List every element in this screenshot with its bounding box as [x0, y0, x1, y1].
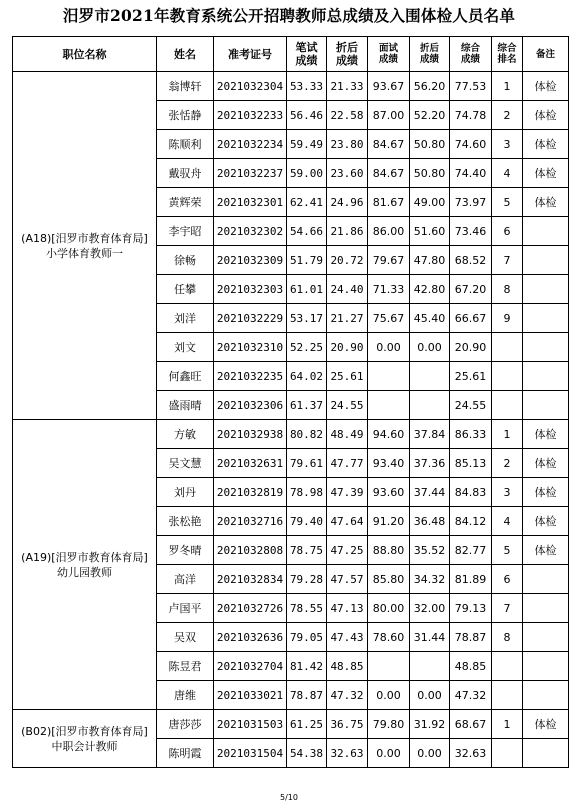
cell-total: 47.32	[450, 681, 492, 710]
cell-rank: 7	[492, 594, 523, 623]
position-cell	[13, 710, 157, 768]
cell-written-conv: 22.58	[327, 101, 368, 130]
cell-total: 77.53	[450, 72, 492, 101]
cell-rank: 1	[492, 710, 523, 739]
cell-written: 64.02	[287, 362, 327, 391]
header-note: 备注	[523, 37, 569, 72]
cell-written-conv: 25.61	[327, 362, 368, 391]
results-table	[12, 36, 569, 768]
cell-zkz: 2021032631	[214, 449, 287, 478]
cell-written-conv: 47.64	[327, 507, 368, 536]
cell-zkz: 2021032310	[214, 333, 287, 362]
cell-written-conv: 48.49	[327, 420, 368, 449]
cell-interview-conv: 50.80	[410, 130, 450, 159]
header-written: 笔试 成绩	[287, 37, 327, 72]
cell-written: 61.25	[287, 710, 327, 739]
cell-rank	[492, 681, 523, 710]
cell-rank: 9	[492, 304, 523, 333]
cell-total: 84.83	[450, 478, 492, 507]
cell-note: 体检	[523, 188, 569, 217]
table-row	[13, 710, 569, 739]
cell-written-conv: 21.27	[327, 304, 368, 333]
cell-zkz: 2021033021	[214, 681, 287, 710]
cell-interview: 80.00	[368, 594, 410, 623]
cell-name: 刘文	[157, 333, 214, 362]
header-written-conv: 折后 成绩	[327, 37, 368, 72]
cell-written: 54.66	[287, 217, 327, 246]
cell-written: 81.42	[287, 652, 327, 681]
cell-name: 徐畅	[157, 246, 214, 275]
cell-rank: 6	[492, 565, 523, 594]
cell-zkz: 2021032235	[214, 362, 287, 391]
cell-name: 翁博轩	[157, 72, 214, 101]
cell-zkz: 2021032834	[214, 565, 287, 594]
cell-interview-conv: 34.32	[410, 565, 450, 594]
cell-total: 74.60	[450, 130, 492, 159]
cell-name: 唐维	[157, 681, 214, 710]
header-position: 职位名称	[13, 37, 157, 72]
cell-interview-conv: 50.80	[410, 159, 450, 188]
cell-written-conv: 47.13	[327, 594, 368, 623]
cell-name: 黄辉荣	[157, 188, 214, 217]
cell-interview: 0.00	[368, 681, 410, 710]
cell-rank: 6	[492, 217, 523, 246]
cell-note: 体检	[523, 130, 569, 159]
cell-interview: 93.40	[368, 449, 410, 478]
cell-interview: 79.67	[368, 246, 410, 275]
cell-name: 陈明霞	[157, 739, 214, 768]
header-row	[13, 37, 569, 72]
cell-zkz: 2021032229	[214, 304, 287, 333]
cell-note	[523, 594, 569, 623]
cell-rank: 2	[492, 449, 523, 478]
cell-total: 84.12	[450, 507, 492, 536]
cell-interview-conv: 37.84	[410, 420, 450, 449]
cell-interview	[368, 652, 410, 681]
cell-rank: 3	[492, 478, 523, 507]
cell-name: 吴双	[157, 623, 214, 652]
cell-name: 张松艳	[157, 507, 214, 536]
cell-written-conv: 21.33	[327, 72, 368, 101]
cell-interview-conv: 35.52	[410, 536, 450, 565]
cell-interview-conv: 52.20	[410, 101, 450, 130]
cell-written: 79.28	[287, 565, 327, 594]
position-line: (A18)[汨罗市教育体育局]	[21, 231, 148, 245]
cell-zkz: 2021032303	[214, 275, 287, 304]
cell-total: 82.77	[450, 536, 492, 565]
cell-interview-conv	[410, 652, 450, 681]
cell-written-conv: 23.80	[327, 130, 368, 159]
cell-interview: 78.60	[368, 623, 410, 652]
cell-rank	[492, 652, 523, 681]
cell-total: 67.20	[450, 275, 492, 304]
position-cell	[13, 420, 157, 710]
position-line: 小学体育教师一	[46, 246, 123, 260]
cell-rank: 2	[492, 101, 523, 130]
cell-interview-conv	[410, 362, 450, 391]
cell-written: 61.37	[287, 391, 327, 420]
cell-written-conv: 23.60	[327, 159, 368, 188]
cell-rank: 3	[492, 130, 523, 159]
cell-zkz: 2021032237	[214, 159, 287, 188]
cell-name: 罗冬晴	[157, 536, 214, 565]
cell-total: 24.55	[450, 391, 492, 420]
cell-written-conv: 24.96	[327, 188, 368, 217]
cell-note	[523, 333, 569, 362]
table-body	[13, 72, 569, 768]
cell-note	[523, 652, 569, 681]
cell-total: 85.13	[450, 449, 492, 478]
cell-interview: 93.67	[368, 72, 410, 101]
cell-interview-conv: 32.00	[410, 594, 450, 623]
cell-zkz: 2021032301	[214, 188, 287, 217]
cell-name: 唐莎莎	[157, 710, 214, 739]
cell-rank: 8	[492, 275, 523, 304]
cell-zkz: 2021032309	[214, 246, 287, 275]
cell-name: 陈昱君	[157, 652, 214, 681]
cell-written: 53.33	[287, 72, 327, 101]
table-row	[13, 72, 569, 101]
cell-interview-conv: 0.00	[410, 681, 450, 710]
cell-rank	[492, 333, 523, 362]
position-line: (A19)[汨罗市教育体育局]	[21, 550, 148, 564]
cell-written-conv: 47.25	[327, 536, 368, 565]
cell-name: 盛雨晴	[157, 391, 214, 420]
cell-written: 62.41	[287, 188, 327, 217]
cell-interview-conv: 51.60	[410, 217, 450, 246]
cell-name: 张恬静	[157, 101, 214, 130]
cell-zkz: 2021032726	[214, 594, 287, 623]
cell-written-conv: 47.77	[327, 449, 368, 478]
cell-name: 吴文慧	[157, 449, 214, 478]
cell-total: 20.90	[450, 333, 492, 362]
header-zkz: 准考证号	[214, 37, 287, 72]
cell-zkz: 2021032636	[214, 623, 287, 652]
cell-interview: 93.60	[368, 478, 410, 507]
header-total: 综合 成绩	[450, 37, 492, 72]
cell-interview: 71.33	[368, 275, 410, 304]
cell-total: 79.13	[450, 594, 492, 623]
cell-rank: 1	[492, 420, 523, 449]
cell-note	[523, 362, 569, 391]
cell-interview: 79.80	[368, 710, 410, 739]
cell-written-conv: 24.40	[327, 275, 368, 304]
cell-interview	[368, 362, 410, 391]
cell-interview	[368, 391, 410, 420]
cell-interview-conv: 37.36	[410, 449, 450, 478]
cell-interview: 84.67	[368, 159, 410, 188]
cell-note: 体检	[523, 101, 569, 130]
cell-total: 68.52	[450, 246, 492, 275]
cell-interview: 88.80	[368, 536, 410, 565]
cell-written-conv: 48.85	[327, 652, 368, 681]
cell-name: 李宇昭	[157, 217, 214, 246]
cell-note: 体检	[523, 159, 569, 188]
cell-interview-conv: 47.80	[410, 246, 450, 275]
cell-written: 51.79	[287, 246, 327, 275]
position-line: 中职会计教师	[51, 739, 118, 753]
cell-written: 56.46	[287, 101, 327, 130]
cell-written-conv: 32.63	[327, 739, 368, 768]
cell-total: 68.67	[450, 710, 492, 739]
cell-interview-conv: 31.44	[410, 623, 450, 652]
cell-written-conv: 20.72	[327, 246, 368, 275]
cell-interview: 81.67	[368, 188, 410, 217]
cell-note: 体检	[523, 420, 569, 449]
cell-interview: 0.00	[368, 739, 410, 768]
cell-rank	[492, 391, 523, 420]
cell-total: 66.67	[450, 304, 492, 333]
cell-total: 86.33	[450, 420, 492, 449]
cell-note	[523, 623, 569, 652]
cell-rank	[492, 362, 523, 391]
cell-interview-conv: 0.00	[410, 333, 450, 362]
cell-note: 体检	[523, 507, 569, 536]
cell-interview: 86.00	[368, 217, 410, 246]
cell-interview-conv: 45.40	[410, 304, 450, 333]
cell-interview: 94.60	[368, 420, 410, 449]
cell-name: 高洋	[157, 565, 214, 594]
cell-rank: 1	[492, 72, 523, 101]
cell-written: 59.00	[287, 159, 327, 188]
cell-total: 25.61	[450, 362, 492, 391]
cell-interview-conv: 56.20	[410, 72, 450, 101]
cell-rank: 5	[492, 536, 523, 565]
cell-zkz: 2021032306	[214, 391, 287, 420]
cell-name: 戴驭舟	[157, 159, 214, 188]
cell-note	[523, 391, 569, 420]
cell-written-conv: 47.32	[327, 681, 368, 710]
cell-total: 74.78	[450, 101, 492, 130]
header-name: 姓名	[157, 37, 214, 72]
cell-written: 53.17	[287, 304, 327, 333]
cell-total: 78.87	[450, 623, 492, 652]
cell-zkz: 2021031503	[214, 710, 287, 739]
cell-name: 卢国平	[157, 594, 214, 623]
table-row	[13, 420, 569, 449]
cell-written-conv: 36.75	[327, 710, 368, 739]
cell-zkz: 2021032234	[214, 130, 287, 159]
cell-written-conv: 24.55	[327, 391, 368, 420]
cell-written-conv: 21.86	[327, 217, 368, 246]
cell-total: 73.46	[450, 217, 492, 246]
cell-rank: 4	[492, 507, 523, 536]
header-rank: 综合 排名	[492, 37, 523, 72]
cell-written: 78.75	[287, 536, 327, 565]
cell-note	[523, 565, 569, 594]
cell-written: 79.05	[287, 623, 327, 652]
cell-interview: 84.67	[368, 130, 410, 159]
position-line: (B02)[汨罗市教育体育局]	[21, 724, 148, 738]
cell-zkz: 2021032716	[214, 507, 287, 536]
cell-written-conv: 47.57	[327, 565, 368, 594]
cell-total: 73.97	[450, 188, 492, 217]
cell-total: 81.89	[450, 565, 492, 594]
cell-rank: 7	[492, 246, 523, 275]
cell-written: 80.82	[287, 420, 327, 449]
cell-zkz: 2021032819	[214, 478, 287, 507]
cell-note	[523, 246, 569, 275]
cell-written: 54.38	[287, 739, 327, 768]
cell-interview-conv: 36.48	[410, 507, 450, 536]
cell-written: 52.25	[287, 333, 327, 362]
cell-note: 体检	[523, 72, 569, 101]
cell-rank: 5	[492, 188, 523, 217]
cell-interview-conv: 0.00	[410, 739, 450, 768]
cell-rank	[492, 739, 523, 768]
cell-note: 体检	[523, 478, 569, 507]
cell-interview-conv: 49.00	[410, 188, 450, 217]
cell-total: 74.40	[450, 159, 492, 188]
page-title: 汨罗市2021年教育系统公开招聘教师总成绩及入围体检人员名单	[62, 6, 516, 25]
cell-interview: 85.80	[368, 565, 410, 594]
cell-note: 体检	[523, 536, 569, 565]
cell-note: 体检	[523, 710, 569, 739]
cell-interview: 75.67	[368, 304, 410, 333]
cell-interview: 91.20	[368, 507, 410, 536]
cell-written-conv: 20.90	[327, 333, 368, 362]
cell-zkz: 2021032233	[214, 101, 287, 130]
cell-written: 79.40	[287, 507, 327, 536]
cell-note	[523, 275, 569, 304]
cell-interview: 87.00	[368, 101, 410, 130]
cell-name: 刘洋	[157, 304, 214, 333]
cell-written: 78.87	[287, 681, 327, 710]
cell-rank: 8	[492, 623, 523, 652]
cell-name: 方敏	[157, 420, 214, 449]
cell-interview-conv: 37.44	[410, 478, 450, 507]
position-line: 幼儿园教师	[57, 565, 112, 579]
cell-name: 何鑫旺	[157, 362, 214, 391]
cell-note: 体检	[523, 449, 569, 478]
header-interview: 面试 成绩	[368, 37, 410, 72]
cell-total: 32.63	[450, 739, 492, 768]
position-cell	[13, 72, 157, 420]
cell-written: 61.01	[287, 275, 327, 304]
cell-note	[523, 739, 569, 768]
cell-total: 48.85	[450, 652, 492, 681]
cell-interview: 0.00	[368, 333, 410, 362]
cell-zkz: 2021031504	[214, 739, 287, 768]
cell-written: 79.61	[287, 449, 327, 478]
cell-written: 78.98	[287, 478, 327, 507]
cell-written-conv: 47.43	[327, 623, 368, 652]
cell-interview-conv: 42.80	[410, 275, 450, 304]
header-interview-conv: 折后 成绩	[410, 37, 450, 72]
cell-zkz: 2021032302	[214, 217, 287, 246]
cell-written: 59.49	[287, 130, 327, 159]
cell-note	[523, 304, 569, 333]
cell-interview-conv	[410, 391, 450, 420]
cell-zkz: 2021032808	[214, 536, 287, 565]
cell-name: 任攀	[157, 275, 214, 304]
cell-note	[523, 217, 569, 246]
cell-zkz: 2021032704	[214, 652, 287, 681]
cell-interview-conv: 31.92	[410, 710, 450, 739]
cell-zkz: 2021032938	[214, 420, 287, 449]
cell-zkz: 2021032304	[214, 72, 287, 101]
cell-rank: 4	[492, 159, 523, 188]
cell-written-conv: 47.39	[327, 478, 368, 507]
cell-name: 刘丹	[157, 478, 214, 507]
page-number: 5/10	[280, 793, 298, 802]
cell-note	[523, 681, 569, 710]
cell-written: 78.55	[287, 594, 327, 623]
cell-name: 陈顺利	[157, 130, 214, 159]
